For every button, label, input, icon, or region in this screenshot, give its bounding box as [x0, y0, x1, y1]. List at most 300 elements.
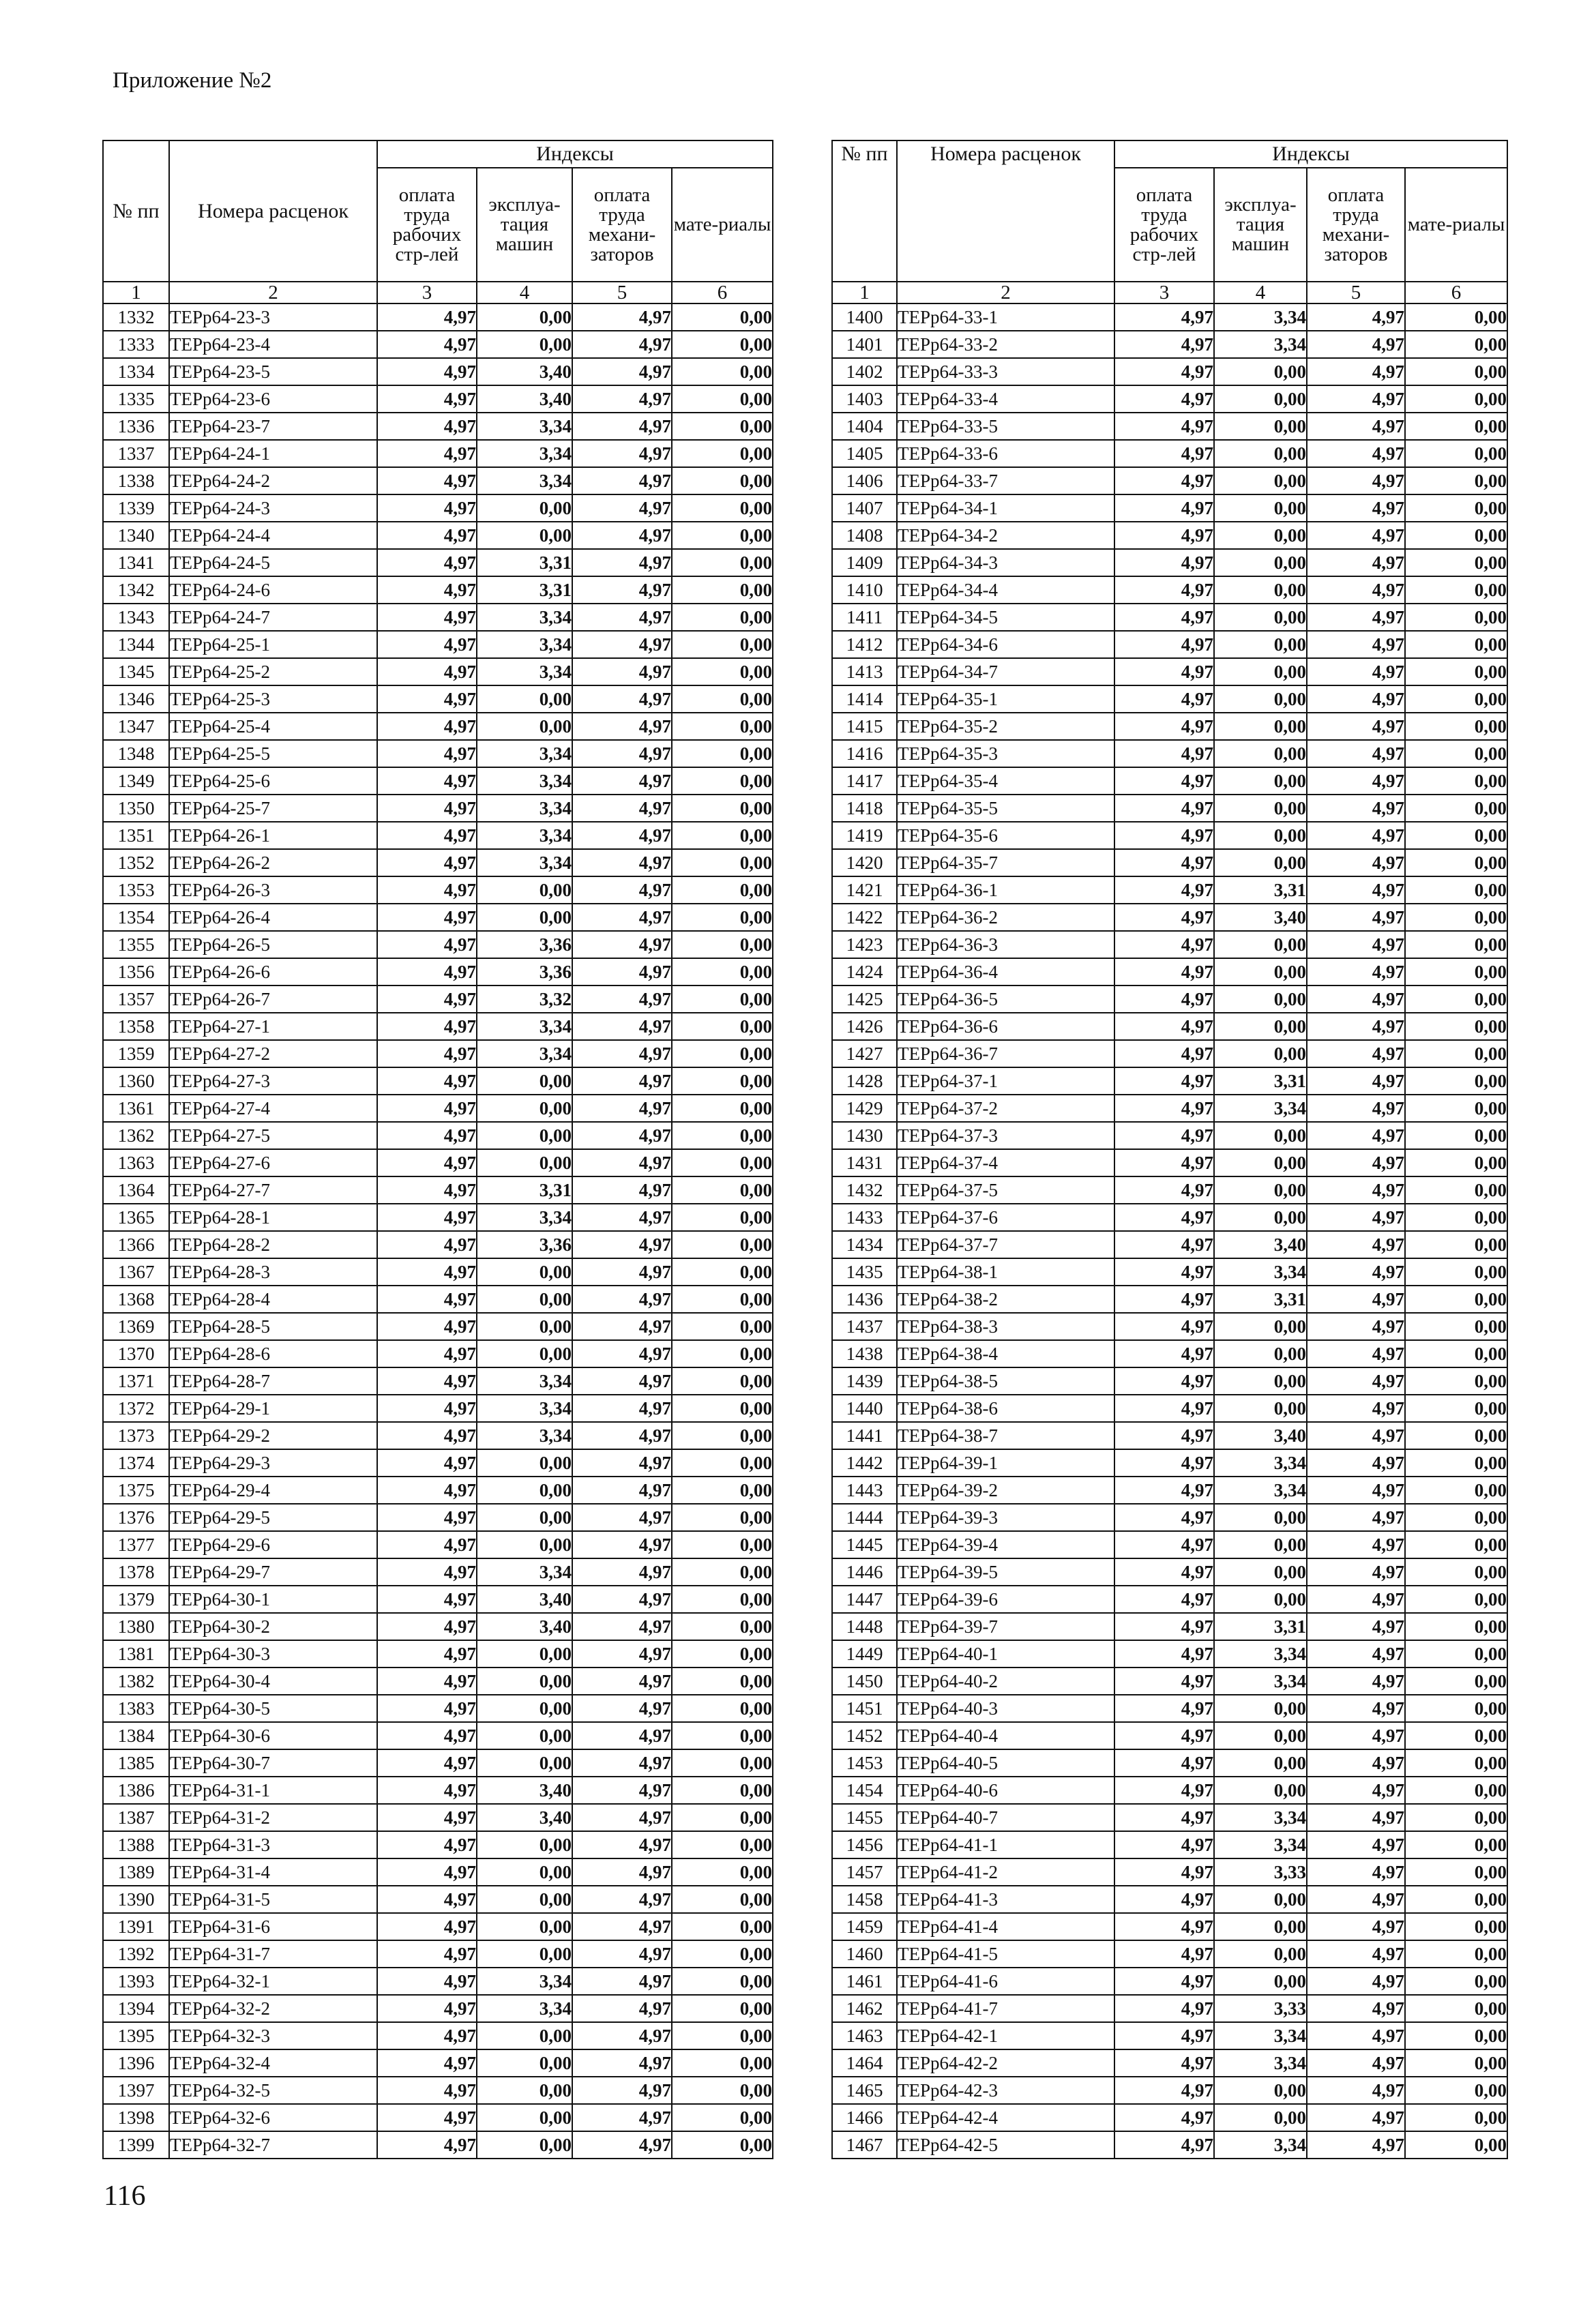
machines-index: 0,00 — [1214, 358, 1307, 385]
row-number: 1343 — [103, 604, 169, 631]
labor-index: 4,97 — [1114, 1586, 1214, 1613]
mech-labor-index: 4,97 — [1307, 2104, 1405, 2131]
rate-code: ТЕРр64-32-3 — [169, 2022, 377, 2049]
row-number: 1429 — [832, 1095, 897, 1122]
machines-index: 0,00 — [477, 1340, 572, 1367]
labor-index: 4,97 — [377, 385, 477, 413]
labor-index: 4,97 — [1114, 631, 1214, 658]
machines-index: 0,00 — [477, 1858, 572, 1886]
rate-code: ТЕРр64-31-5 — [169, 1886, 377, 1913]
row-number: 1399 — [103, 2131, 169, 2159]
table-row — [832, 1258, 1507, 1286]
machines-index: 3,33 — [1214, 1995, 1307, 2022]
labor-index: 4,97 — [377, 876, 477, 904]
labor-index: 4,97 — [377, 1995, 477, 2022]
materials-index: 0,00 — [1405, 494, 1507, 522]
row-number: 1402 — [832, 358, 897, 385]
mech-labor-index: 4,97 — [572, 1858, 672, 1886]
rate-code: ТЕРр64-24-2 — [169, 467, 377, 494]
row-number: 1455 — [832, 1804, 897, 1831]
mech-labor-index: 4,97 — [572, 1395, 672, 1422]
machines-index: 0,00 — [1214, 1777, 1307, 1804]
machines-index: 0,00 — [1214, 1558, 1307, 1586]
rate-code: ТЕРр64-38-1 — [897, 1258, 1114, 1286]
labor-index: 4,97 — [1114, 1668, 1214, 1695]
labor-index: 4,97 — [1114, 795, 1214, 822]
materials-index: 0,00 — [1405, 467, 1507, 494]
materials-index: 0,00 — [672, 1695, 773, 1722]
materials-index: 0,00 — [672, 1149, 773, 1176]
mech-labor-index: 4,97 — [1307, 1722, 1405, 1749]
table-row — [103, 1886, 773, 1913]
machines-index: 3,31 — [477, 549, 572, 576]
machines-index: 0,00 — [477, 1695, 572, 1722]
labor-index: 4,97 — [377, 303, 477, 331]
machines-index: 3,34 — [477, 413, 572, 440]
labor-index: 4,97 — [1114, 1040, 1214, 1067]
materials-index: 0,00 — [672, 1668, 773, 1695]
mech-labor-index: 4,97 — [572, 1176, 672, 1204]
materials-index: 0,00 — [1405, 1149, 1507, 1176]
materials-index: 0,00 — [672, 1804, 773, 1831]
mech-labor-index: 4,97 — [572, 1640, 672, 1668]
rate-code: ТЕРр64-33-1 — [897, 303, 1114, 331]
table-row — [103, 1040, 773, 1067]
machines-index: 0,00 — [477, 685, 572, 713]
table-row — [832, 1913, 1507, 1940]
table-row — [103, 331, 773, 358]
mech-labor-index: 4,97 — [572, 1367, 672, 1395]
table-row — [103, 822, 773, 849]
mech-labor-index: 4,97 — [1307, 822, 1405, 849]
row-number: 1389 — [103, 1858, 169, 1886]
rate-code: ТЕРр64-33-2 — [897, 331, 1114, 358]
rate-code: ТЕРр64-34-2 — [897, 522, 1114, 549]
machines-index: 0,00 — [477, 1149, 572, 1176]
mech-labor-index: 4,97 — [572, 1695, 672, 1722]
mech-labor-index: 4,97 — [1307, 1913, 1405, 1940]
row-number: 1348 — [103, 740, 169, 767]
mech-labor-index: 4,97 — [1307, 767, 1405, 795]
rate-code: ТЕРр64-41-1 — [897, 1831, 1114, 1858]
row-number: 1448 — [832, 1613, 897, 1640]
materials-index: 0,00 — [672, 1586, 773, 1613]
mech-labor-index: 4,97 — [1307, 522, 1405, 549]
materials-index: 0,00 — [672, 2022, 773, 2049]
labor-index: 4,97 — [377, 904, 477, 931]
labor-index: 4,97 — [1114, 1095, 1214, 1122]
labor-index: 4,97 — [1114, 1231, 1214, 1258]
machines-index: 0,00 — [1214, 440, 1307, 467]
table-row — [103, 1477, 773, 1504]
rate-code: ТЕРр64-25-4 — [169, 713, 377, 740]
mech-labor-index: 4,97 — [572, 1204, 672, 1231]
mech-labor-index: 4,97 — [1307, 1176, 1405, 1204]
labor-index: 4,97 — [1114, 2049, 1214, 2077]
materials-index: 0,00 — [1405, 1367, 1507, 1395]
rate-code: ТЕРр64-28-1 — [169, 1204, 377, 1231]
row-number: 1450 — [832, 1668, 897, 1695]
materials-index: 0,00 — [1405, 1449, 1507, 1477]
labor-index: 4,97 — [377, 1858, 477, 1886]
table-row — [832, 1067, 1507, 1095]
labor-index: 4,97 — [1114, 1340, 1214, 1367]
row-number: 1446 — [832, 1558, 897, 1586]
row-number: 1464 — [832, 2049, 897, 2077]
mech-labor-index: 4,97 — [572, 1804, 672, 1831]
rate-code: ТЕРр64-37-6 — [897, 1204, 1114, 1231]
materials-index: 0,00 — [1405, 1695, 1507, 1722]
rate-code: ТЕРр64-28-2 — [169, 1231, 377, 1258]
table-row — [103, 1913, 773, 1940]
table-row — [103, 1204, 773, 1231]
row-number: 1441 — [832, 1422, 897, 1449]
row-number: 1442 — [832, 1449, 897, 1477]
labor-index: 4,97 — [1114, 958, 1214, 986]
labor-index: 4,97 — [377, 358, 477, 385]
mech-labor-index: 4,97 — [1307, 576, 1405, 604]
machines-index: 3,34 — [1214, 2049, 1307, 2077]
column-header-pp: № пп — [103, 140, 169, 282]
labor-index: 4,97 — [1114, 1640, 1214, 1668]
table-row — [832, 2131, 1507, 2159]
labor-index: 4,97 — [377, 1258, 477, 1286]
machines-index: 3,34 — [1214, 1668, 1307, 1695]
table-row — [103, 1422, 773, 1449]
materials-index: 0,00 — [1405, 1040, 1507, 1067]
column-header-materials: мате-риалы — [1405, 168, 1507, 282]
mech-labor-index: 4,97 — [1307, 1613, 1405, 1640]
mech-labor-index: 4,97 — [1307, 1449, 1405, 1477]
table-row — [832, 1231, 1507, 1258]
machines-index: 0,00 — [1214, 385, 1307, 413]
rate-code: ТЕРр64-30-5 — [169, 1695, 377, 1722]
column-number: 4 — [477, 282, 572, 303]
mech-labor-index: 4,97 — [572, 1095, 672, 1122]
machines-index: 3,34 — [477, 822, 572, 849]
row-number: 1420 — [832, 849, 897, 876]
materials-index: 0,00 — [672, 1286, 773, 1313]
table-row — [832, 1395, 1507, 1422]
mech-labor-index: 4,97 — [1307, 440, 1405, 467]
materials-index: 0,00 — [672, 385, 773, 413]
row-number: 1404 — [832, 413, 897, 440]
row-number: 1416 — [832, 740, 897, 767]
column-number: 6 — [672, 282, 773, 303]
labor-index: 4,97 — [1114, 931, 1214, 958]
row-number: 1393 — [103, 1968, 169, 1995]
machines-index: 3,34 — [1214, 1258, 1307, 1286]
row-number: 1428 — [832, 1067, 897, 1095]
labor-index: 4,97 — [377, 2022, 477, 2049]
machines-index: 3,34 — [477, 795, 572, 822]
mech-labor-index: 4,97 — [1307, 958, 1405, 986]
materials-index: 0,00 — [1405, 2104, 1507, 2131]
column-number: 3 — [377, 282, 477, 303]
labor-index: 4,97 — [1114, 576, 1214, 604]
materials-index: 0,00 — [1405, 822, 1507, 849]
materials-index: 0,00 — [672, 1477, 773, 1504]
labor-index: 4,97 — [377, 1040, 477, 1067]
labor-index: 4,97 — [1114, 1477, 1214, 1504]
table-row — [832, 1149, 1507, 1176]
machines-index: 0,00 — [1214, 849, 1307, 876]
row-number: 1388 — [103, 1831, 169, 1858]
rate-code: ТЕРр64-32-7 — [169, 2131, 377, 2159]
rate-code: ТЕРр64-42-5 — [897, 2131, 1114, 2159]
row-number: 1366 — [103, 1231, 169, 1258]
mech-labor-index: 4,97 — [1307, 1831, 1405, 1858]
index-table-right — [831, 140, 1508, 2159]
materials-index: 0,00 — [672, 1095, 773, 1122]
materials-index: 0,00 — [672, 522, 773, 549]
rate-code: ТЕРр64-33-7 — [897, 467, 1114, 494]
table-row — [832, 467, 1507, 494]
rate-code: ТЕРр64-33-5 — [897, 413, 1114, 440]
labor-index: 4,97 — [1114, 713, 1214, 740]
mech-labor-index: 4,97 — [572, 1013, 672, 1040]
table-row — [832, 822, 1507, 849]
table-row — [832, 1477, 1507, 1504]
rate-code: ТЕРр64-38-6 — [897, 1395, 1114, 1422]
row-number: 1432 — [832, 1176, 897, 1204]
row-number: 1406 — [832, 467, 897, 494]
materials-index: 0,00 — [1405, 2131, 1507, 2159]
materials-index: 0,00 — [1405, 1422, 1507, 1449]
table-row — [832, 1831, 1507, 1858]
labor-index: 4,97 — [377, 331, 477, 358]
row-number: 1378 — [103, 1558, 169, 1586]
materials-index: 0,00 — [672, 1531, 773, 1558]
mech-labor-index: 4,97 — [1307, 2049, 1405, 2077]
table-row — [103, 303, 773, 331]
table-row — [103, 631, 773, 658]
labor-index: 4,97 — [377, 1968, 477, 1995]
labor-index: 4,97 — [377, 1313, 477, 1340]
row-number: 1371 — [103, 1367, 169, 1395]
mech-labor-index: 4,97 — [1307, 1640, 1405, 1668]
row-number: 1419 — [832, 822, 897, 849]
table-row — [103, 1749, 773, 1777]
labor-index: 4,97 — [1114, 1940, 1214, 1968]
rate-code: ТЕРр64-32-5 — [169, 2077, 377, 2104]
labor-index: 4,97 — [1114, 467, 1214, 494]
materials-index: 0,00 — [1405, 1886, 1507, 1913]
row-number: 1467 — [832, 2131, 897, 2159]
mech-labor-index: 4,97 — [572, 740, 672, 767]
labor-index: 4,97 — [377, 767, 477, 795]
labor-index: 4,97 — [377, 931, 477, 958]
row-number: 1459 — [832, 1913, 897, 1940]
column-number: 5 — [572, 282, 672, 303]
column-header-labor: оплата труда рабочих стр-лей — [377, 168, 477, 282]
machines-index: 3,40 — [477, 1586, 572, 1613]
table-row — [103, 795, 773, 822]
materials-index: 0,00 — [672, 631, 773, 658]
row-number: 1400 — [832, 303, 897, 331]
labor-index: 4,97 — [377, 986, 477, 1013]
row-number: 1387 — [103, 1804, 169, 1831]
row-number: 1438 — [832, 1340, 897, 1367]
table-row — [103, 2077, 773, 2104]
mech-labor-index: 4,97 — [572, 1722, 672, 1749]
mech-labor-index: 4,97 — [572, 931, 672, 958]
machines-index: 3,36 — [477, 1231, 572, 1258]
materials-index: 0,00 — [672, 904, 773, 931]
mech-labor-index: 4,97 — [1307, 358, 1405, 385]
table-row — [103, 1367, 773, 1395]
rate-code: ТЕРр64-42-3 — [897, 2077, 1114, 2104]
mech-labor-index: 4,97 — [572, 1504, 672, 1531]
table-row — [832, 413, 1507, 440]
row-number: 1364 — [103, 1176, 169, 1204]
row-number: 1439 — [832, 1367, 897, 1395]
labor-index: 4,97 — [1114, 385, 1214, 413]
machines-index: 0,00 — [477, 1095, 572, 1122]
rate-code: ТЕРр64-32-1 — [169, 1968, 377, 1995]
materials-index: 0,00 — [672, 1558, 773, 1586]
materials-index: 0,00 — [1405, 1313, 1507, 1340]
labor-index: 4,97 — [377, 1831, 477, 1858]
mech-labor-index: 4,97 — [572, 1886, 672, 1913]
machines-index: 0,00 — [1214, 1940, 1307, 1968]
machines-index: 0,00 — [477, 1531, 572, 1558]
machines-index: 0,00 — [477, 2022, 572, 2049]
materials-index: 0,00 — [1405, 1204, 1507, 1231]
table-row — [103, 685, 773, 713]
labor-index: 4,97 — [1114, 685, 1214, 713]
mech-labor-index: 4,97 — [1307, 413, 1405, 440]
column-number: 2 — [897, 282, 1114, 303]
table-row — [832, 1613, 1507, 1640]
table-row — [103, 1995, 773, 2022]
row-number: 1454 — [832, 1777, 897, 1804]
table-row — [832, 440, 1507, 467]
labor-index: 4,97 — [377, 1367, 477, 1395]
mech-labor-index: 4,97 — [572, 658, 672, 685]
table-body — [832, 303, 1507, 2159]
row-number: 1412 — [832, 631, 897, 658]
row-number: 1356 — [103, 958, 169, 986]
rate-code: ТЕРр64-40-7 — [897, 1804, 1114, 1831]
table-row — [103, 413, 773, 440]
table-row — [103, 1395, 773, 1422]
labor-index: 4,97 — [377, 1668, 477, 1695]
machines-index: 0,00 — [1214, 467, 1307, 494]
machines-index: 0,00 — [1214, 522, 1307, 549]
row-number: 1414 — [832, 685, 897, 713]
labor-index: 4,97 — [377, 1531, 477, 1558]
table-row — [832, 1722, 1507, 1749]
rate-code: ТЕРр64-32-2 — [169, 1995, 377, 2022]
column-number: 3 — [1114, 282, 1214, 303]
column-group-header: Индексы — [377, 140, 773, 168]
machines-index: 0,00 — [1214, 986, 1307, 1013]
machines-index: 3,34 — [477, 604, 572, 631]
materials-index: 0,00 — [1405, 631, 1507, 658]
materials-index: 0,00 — [1405, 740, 1507, 767]
table-row — [832, 1286, 1507, 1313]
mech-labor-index: 4,97 — [572, 522, 672, 549]
row-number: 1463 — [832, 2022, 897, 2049]
machines-index: 0,00 — [477, 1449, 572, 1477]
table-row — [832, 1586, 1507, 1613]
materials-index: 0,00 — [672, 1395, 773, 1422]
labor-index: 4,97 — [1114, 986, 1214, 1013]
materials-index: 0,00 — [672, 494, 773, 522]
row-number: 1435 — [832, 1258, 897, 1286]
materials-index: 0,00 — [1405, 876, 1507, 904]
rate-code: ТЕРр64-36-7 — [897, 1040, 1114, 1067]
materials-index: 0,00 — [672, 1749, 773, 1777]
labor-index: 4,97 — [1114, 604, 1214, 631]
table-row — [103, 522, 773, 549]
table-row — [832, 1122, 1507, 1149]
materials-index: 0,00 — [1405, 713, 1507, 740]
machines-index: 3,34 — [477, 1204, 572, 1231]
materials-index: 0,00 — [1405, 1504, 1507, 1531]
materials-index: 0,00 — [1405, 1804, 1507, 1831]
labor-index: 4,97 — [1114, 413, 1214, 440]
machines-index: 0,00 — [1214, 494, 1307, 522]
mech-labor-index: 4,97 — [1307, 549, 1405, 576]
table-row — [103, 494, 773, 522]
rate-code: ТЕРр64-39-7 — [897, 1613, 1114, 1640]
row-number: 1457 — [832, 1858, 897, 1886]
rate-code: ТЕРр64-37-3 — [897, 1122, 1114, 1149]
mech-labor-index: 4,97 — [1307, 795, 1405, 822]
rate-code: ТЕРр64-27-3 — [169, 1067, 377, 1095]
rate-code: ТЕРр64-26-1 — [169, 822, 377, 849]
materials-index: 0,00 — [1405, 2022, 1507, 2049]
row-number: 1380 — [103, 1613, 169, 1640]
rate-code: ТЕРр64-27-1 — [169, 1013, 377, 1040]
index-table-left — [102, 140, 773, 2159]
table-row — [103, 440, 773, 467]
mech-labor-index: 4,97 — [1307, 1968, 1405, 1995]
labor-index: 4,97 — [377, 1095, 477, 1122]
table-row — [103, 604, 773, 631]
labor-index: 4,97 — [377, 1558, 477, 1586]
table-row — [832, 658, 1507, 685]
materials-index: 0,00 — [672, 1422, 773, 1449]
rate-code: ТЕРр64-33-4 — [897, 385, 1114, 413]
table-row — [832, 385, 1507, 413]
mech-labor-index: 4,97 — [572, 385, 672, 413]
mech-labor-index: 4,97 — [1307, 1367, 1405, 1395]
labor-index: 4,97 — [377, 795, 477, 822]
table-row — [103, 1586, 773, 1613]
rate-code: ТЕРр64-28-4 — [169, 1286, 377, 1313]
machines-index: 0,00 — [477, 1258, 572, 1286]
rate-code: ТЕРр64-28-5 — [169, 1313, 377, 1340]
row-number: 1405 — [832, 440, 897, 467]
machines-index: 0,00 — [477, 713, 572, 740]
machines-index: 3,40 — [477, 1804, 572, 1831]
row-number: 1347 — [103, 713, 169, 740]
machines-index: 0,00 — [1214, 1122, 1307, 1149]
machines-index: 0,00 — [1214, 1313, 1307, 1340]
table-row — [103, 986, 773, 1013]
machines-index: 0,00 — [477, 1640, 572, 1668]
materials-index: 0,00 — [672, 2077, 773, 2104]
row-number: 1462 — [832, 1995, 897, 2022]
rate-code: ТЕРр64-34-1 — [897, 494, 1114, 522]
table-row — [832, 358, 1507, 385]
machines-index: 3,31 — [1214, 876, 1307, 904]
table-row — [103, 2104, 773, 2131]
rate-code: ТЕРр64-23-5 — [169, 358, 377, 385]
